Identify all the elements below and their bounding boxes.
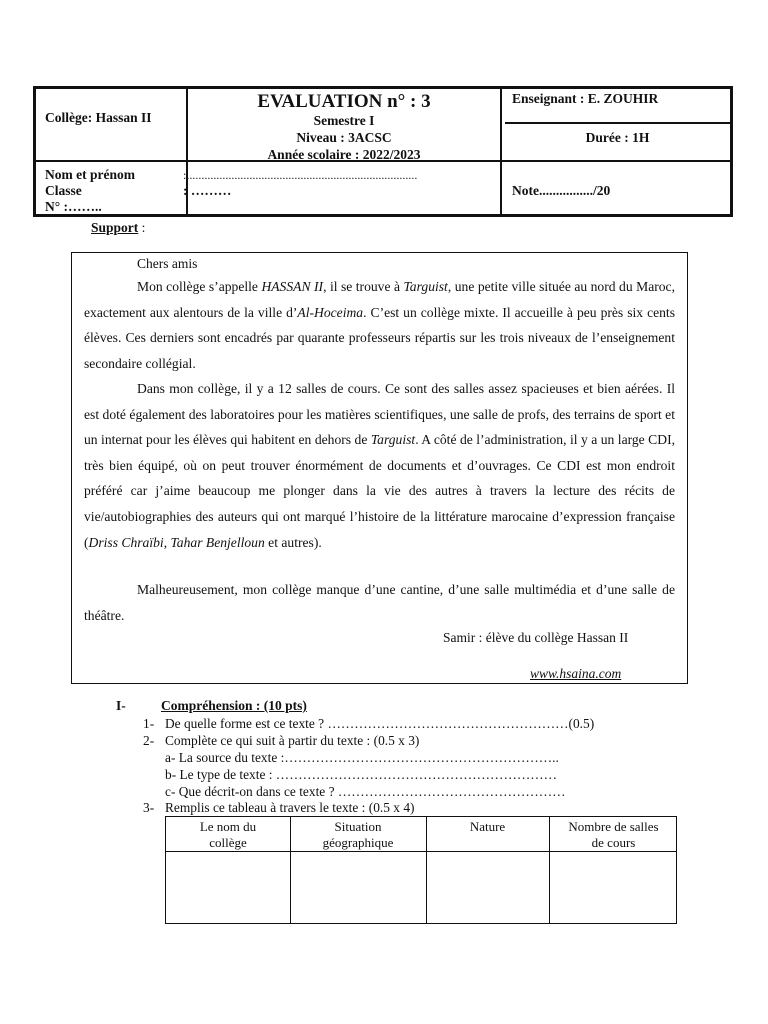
semestre: Semestre I [313, 113, 375, 128]
text-span: Targuist [370, 432, 416, 448]
question-2-number: 2- [143, 733, 155, 748]
text-span: Targuist [403, 279, 448, 294]
section-number: I- [116, 698, 126, 713]
answer-cell-nature[interactable] [427, 852, 549, 924]
salutation: Chers amis [137, 256, 198, 271]
header-box [33, 86, 733, 217]
answer-cell-situation[interactable] [291, 852, 426, 924]
header-line: Situation [334, 819, 382, 834]
support-label-text: Support [91, 220, 139, 235]
question-1: De quelle forme est ce texte ? ………………………………………………(0.5) [165, 716, 595, 731]
header-line: Le nom du [199, 819, 257, 834]
question-2b: b- Le type de texte : ……………………………………………………… [165, 767, 558, 782]
header-divider [500, 89, 502, 214]
text-span: Mon collège s’appelle [137, 279, 262, 294]
question-2a: a- La source du texte :…………………………………………………….. [165, 750, 559, 765]
classe-field[interactable]: : ……… [183, 183, 232, 198]
student-fields [183, 167, 417, 199]
college-name: Collège: Hassan II [45, 110, 152, 125]
duree: Durée : 1H [585, 130, 650, 145]
text-span: Driss Chraïbi [88, 534, 164, 550]
question-2c: c- Que décrit-on dans ce texte ? …………………………………………… [165, 784, 566, 799]
evaluation-title: EVALUATION n° : 3 [257, 91, 431, 112]
question-3-number: 3- [143, 800, 155, 815]
question-2: Complète ce qui suit à partir du texte : (0.5 x 3) [165, 733, 420, 748]
paragraph-3: Malheureusement, mon collège manque d’une cantine, d’une salle multimédia et d’une salle de théâtre. [84, 582, 675, 623]
text-span: Al-Hoceima [297, 304, 364, 320]
text-span: , une petite ville située au nord du Maroc, exactement aux alentours de la ville d’ [84, 279, 675, 320]
support-text-box [71, 252, 688, 684]
answer-table [165, 816, 677, 924]
website-link[interactable]: www.hsaina.com [530, 666, 622, 681]
numero-label: N° :…….. [45, 199, 102, 214]
question-3: Remplis ce tableau à travers le texte : (0.5 x 4) [165, 800, 415, 815]
support-label [91, 220, 145, 236]
niveau: Niveau : 3ACSC [296, 130, 392, 145]
table-header-college [166, 817, 290, 851]
classe-label: Classe [45, 183, 82, 198]
table-header-nature [426, 817, 549, 835]
header-line: de cours [591, 835, 636, 850]
note-field[interactable]: Note................/20 [512, 183, 611, 198]
header-line: collège [209, 835, 247, 850]
answer-cell-college[interactable] [166, 852, 290, 924]
evaluation-info [188, 91, 500, 163]
question-1-number: 1- [143, 716, 155, 731]
text-span: . A côté de l’administration, il y a un large CDI, très bien équipé, où on peut trouver énormément de documents et d’ouvrages. Ce CDI est mon endroit préféré car j’aime beaucoup me plonger dans la vie des autres à travers la lecture des récits de vie/autobiographies des auteurs qui ont marqué l’histoire de la littérature marocaine d’expression française ( [84, 432, 675, 550]
header-line: Nature [469, 819, 506, 834]
text-span: Dans mon collège, il y a 12 salles de cours. Ce sont des salles assez spacieuses et bien aérées. Il est doté également des laboratoires pour les matières scientifiques, une salle de profs, des terrains de sport et un internat pour les élèves qui habitent en dehors de [84, 381, 675, 448]
text-span: Tahar Benjelloun [170, 534, 265, 550]
annee-scolaire: Année scolaire : 2022/2023 [267, 147, 421, 162]
nom-field[interactable]: :............................................................................. [183, 168, 418, 182]
enseignant: Enseignant : E. ZOUHIR [512, 91, 659, 106]
student-labels [45, 167, 135, 215]
nom-label: Nom et prénom [45, 167, 135, 182]
table-header-salles [549, 817, 678, 851]
text-span: , [163, 534, 171, 550]
header-line: géographique [322, 835, 394, 850]
table-header-situation [290, 817, 426, 851]
text-span: HASSAN II [261, 279, 324, 294]
support-label-colon: : [138, 220, 146, 235]
header-divider [505, 122, 730, 124]
text-span: . C’est un collège mixte. Il accueille à peu près six cents élèves. Ces derniers sont encadrés par quarante professeurs répartis sur les trois niveaux de l’enseignement secondaire collégial. [84, 304, 675, 371]
answer-cell-salles[interactable] [550, 852, 677, 924]
signature: Samir : élève du collège Hassan II [443, 630, 629, 645]
header-line: Nombre de salles [568, 819, 659, 834]
section-title: Compréhension : (10 pts) [161, 698, 307, 713]
text-span: , il se trouve à [323, 279, 404, 294]
text-span: et autres). [264, 534, 322, 550]
paragraph-1 [84, 274, 675, 376]
paragraph-2 [84, 376, 675, 555]
